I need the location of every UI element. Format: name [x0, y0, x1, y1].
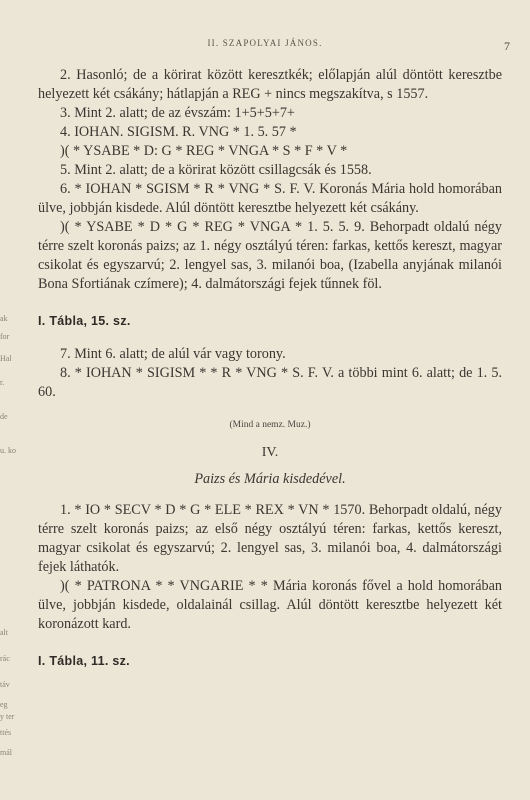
page-body [38, 66, 502, 685]
paragraph-item-6: 6. * IOHAN * SGISM * R * VNG * S. F. V. Koronás Mária hold homorában ülve, jobbján kisdede. Alúl döntött keresztbe helyezett két csákány. [38, 181, 502, 216]
paragraph-section-iv-item-1: 1. * IO * SECV * D * G * ELE * REX * VN * 1570. Behorpadt oldalú, négy térre szelt koronás paizs; az első négy osztályú téren: farkas, kettős kereszt, magyar csikolat és egyszarvú; 2. lengyel sas, 3. milanói boa, 4. dalmátországi fejek láthatók. [38, 502, 502, 575]
plate-reference-2: I. Tábla, 11. sz. [38, 654, 130, 668]
paragraph-item-4-reverse: )( * YSABE * D: G * REG * VNGA * S * F * V * [60, 143, 348, 159]
paragraph-item-8: 8. * IOHAN * SIGISM * * R * VNG * S. F. V. a többi mint 6. alatt; de 1. 5. 60. [38, 365, 502, 400]
margin-bleed-text: r. [0, 378, 5, 387]
paragraph-section-iv-item-1-reverse: )( * PATRONA * * VNGARIE * * Mária koronás fővel a hold homorában ülve, jobbján kisdede, oldalainál csillag. Alúl döntött keresztbe helyezett két koronázott kard. [38, 578, 502, 632]
margin-bleed-text: de [0, 412, 8, 421]
source-note: (Mind a nemz. Muz.) [229, 420, 311, 430]
margin-bleed-text: ak [0, 314, 8, 323]
margin-bleed-text: táv [0, 680, 10, 689]
page-number: 7 [504, 39, 510, 53]
margin-bleed-text: eg [0, 700, 8, 709]
running-head: II. SZAPOLYAI JÁNOS. [207, 38, 323, 48]
margin-bleed-text: mál [0, 748, 12, 757]
section-numeral: IV. [261, 445, 279, 460]
paragraph-item-4: 4. IOHAN. SIGISM. R. VNG * 1. 5. 57 * [60, 124, 297, 140]
margin-bleed-text: y ter [0, 712, 15, 721]
page-header [0, 38, 530, 54]
margin-bleed-text: rác [0, 654, 10, 663]
plate-reference: I. Tábla, 15. sz. [38, 314, 131, 328]
section-title: Paizs és Mária kisdedével. [194, 471, 346, 487]
paragraph-item-3: 3. Mint 2. alatt; de az évszám: 1+5+5+7+ [60, 105, 295, 121]
paragraph-item-5: 5. Mint 2. alatt; de a körirat között csillagcsák és 1558. [60, 162, 372, 178]
margin-bleed-text: u. ko [0, 446, 16, 455]
margin-bleed-text: alt [0, 628, 8, 637]
margin-bleed-text: ttés [0, 728, 12, 737]
margin-bleed-text: for [0, 332, 10, 341]
margin-bleed-text: Hal [0, 354, 12, 363]
paragraph-item-7: 7. Mint 6. alatt; de alúl vár vagy torony. [60, 346, 286, 362]
paragraph-item-2: 2. Hasonló; de a körirat között keresztkék; előlapján alúl döntött keresztbe helyezett két csákány; hátlapján a REG + nincs megszakítva, s 1557. [38, 67, 502, 102]
paragraph-item-6-reverse: )( * YSABE * D * G * REG * VNGA * 1. 5. 5. 9. Behorpadt oldalú négy térre szelt koronás paizs; az 1. négy osztályú téren: farkas, kettős kereszt, magyar csikolat és egyszarvú; 2. lengyel sas, 3. milanói boa, (Izabella anyjának milanói Bona Sfortiának czímere); 4. dalmátországi fejek tűnnek föl. [38, 219, 502, 292]
